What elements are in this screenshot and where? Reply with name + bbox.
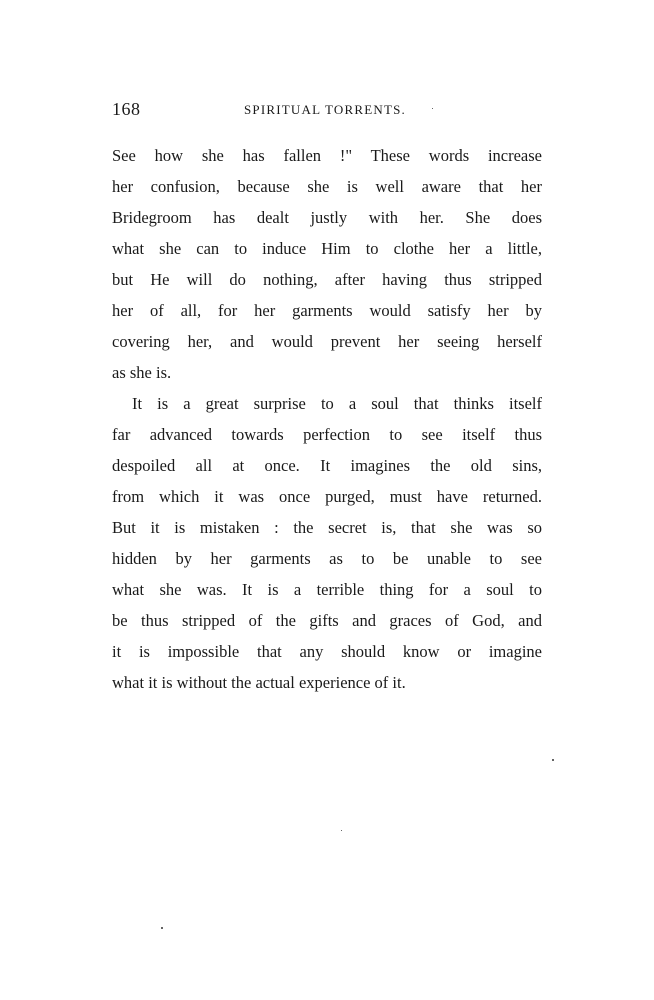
text-line: from which it was once purged, must have returned. <box>112 487 542 506</box>
text-line: as she is. <box>112 363 172 382</box>
text-line: what it is without the actual experience of it. <box>112 673 406 692</box>
text-line: Bridegroom has dealt justly with her. She does <box>112 208 542 227</box>
text-line: what she was. It is a terrible thing for a soul to <box>112 580 542 599</box>
scan-speck <box>341 830 342 831</box>
scan-speck <box>432 108 433 109</box>
text-line: but He will do nothing, after having thus stripped <box>112 270 542 289</box>
running-header <box>112 98 552 122</box>
text-line: her confusion, because she is well aware that her <box>112 177 542 196</box>
scan-speck <box>552 759 554 761</box>
page-number: 168 <box>112 99 141 119</box>
text-line: It is a great surprise to a soul that thinks itself <box>132 394 542 413</box>
text-line: despoiled all at once. It imagines the old sins, <box>112 456 542 475</box>
text-line: far advanced towards perfection to see itself thus <box>112 425 542 444</box>
text-line: it is impossible that any should know or imagine <box>112 642 542 661</box>
text-line: covering her, and would prevent her seeing herself <box>112 332 542 351</box>
body-text <box>112 140 542 698</box>
text-line: her of all, for her garments would satisfy her by <box>112 301 542 320</box>
text-line: See how she has fallen !" These words increase <box>112 146 542 165</box>
text-line: But it is mistaken : the secret is, that she was so <box>112 518 542 537</box>
text-line: be thus stripped of the gifts and graces of God, and <box>112 611 542 630</box>
scan-speck <box>161 927 163 929</box>
running-title: SPIRITUAL TORRENTS. <box>244 102 406 117</box>
text-line: hidden by her garments as to be unable to see <box>112 549 542 568</box>
text-line: what she can to induce Him to clothe her a little, <box>112 239 542 258</box>
